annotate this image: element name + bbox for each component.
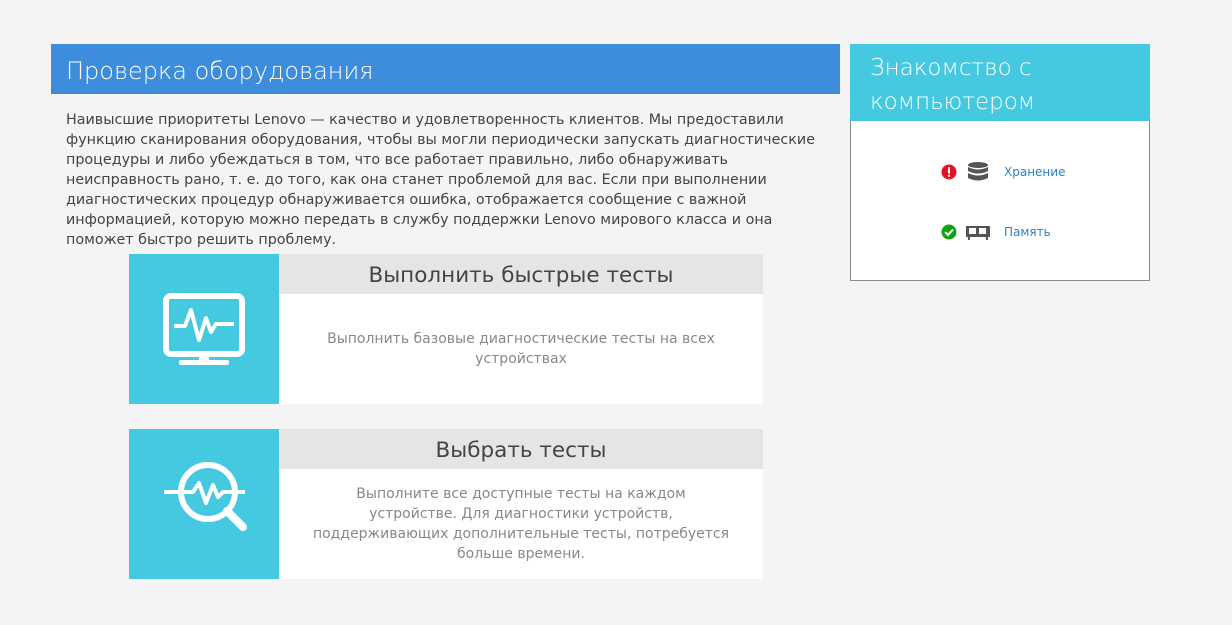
- magnifier-pulse-icon: [129, 429, 279, 579]
- intro-text: [66, 110, 836, 250]
- device-row-memory[interactable]: [941, 221, 1051, 243]
- select-tests-description: [279, 469, 763, 579]
- intro-paragraph: Наивысшие приоритеты Lenovo — качество и удовлетворенность клиентов. Мы предоставили функцию сканирования оборудования, чтобы вы могли периодически запускать диагностические процедуры и либо убеждаться в том, что все работает правильно, либо обнаруживать неисправность рано, т. е. до того, как она станет проблемой для вас. Если при выполнении диагностических процедур обнаруживается ошибка, отображается сообщение с важной информацией, которую можно передать в службу поддержки Lenovo мирового класса и она поможет быстро решить проблему.: [66, 112, 815, 248]
- quick-tests-description: [279, 294, 763, 404]
- quick-tests-card[interactable]: [129, 254, 763, 404]
- memory-icon: [965, 221, 991, 243]
- quick-tests-description-text: Выполнить базовые диагностические тесты на всех устройствах: [327, 331, 715, 367]
- monitor-pulse-icon: [129, 254, 279, 404]
- select-tests-title[interactable]: Выбрать тесты: [279, 429, 763, 469]
- memory-link[interactable]: Память: [1004, 225, 1051, 239]
- get-to-know-panel: [850, 44, 1150, 281]
- device-row-storage[interactable]: [941, 161, 1065, 183]
- select-tests-description-text: Выполните все доступные тесты на каждом устройстве. Для диагностики устройств, поддерживающих дополнительные тесты, потребуется больше времени.: [312, 486, 730, 562]
- check-icon: [941, 224, 957, 240]
- get-to-know-title: Знакомство с компьютером: [850, 44, 1150, 121]
- quick-tests-title[interactable]: Выполнить быстрые тесты: [279, 254, 763, 294]
- storage-icon: [965, 161, 991, 183]
- select-tests-card[interactable]: [129, 429, 763, 579]
- error-icon: [941, 164, 957, 180]
- hardware-scan-header: Проверка оборудования: [51, 44, 840, 94]
- storage-link[interactable]: Хранение: [1004, 165, 1066, 179]
